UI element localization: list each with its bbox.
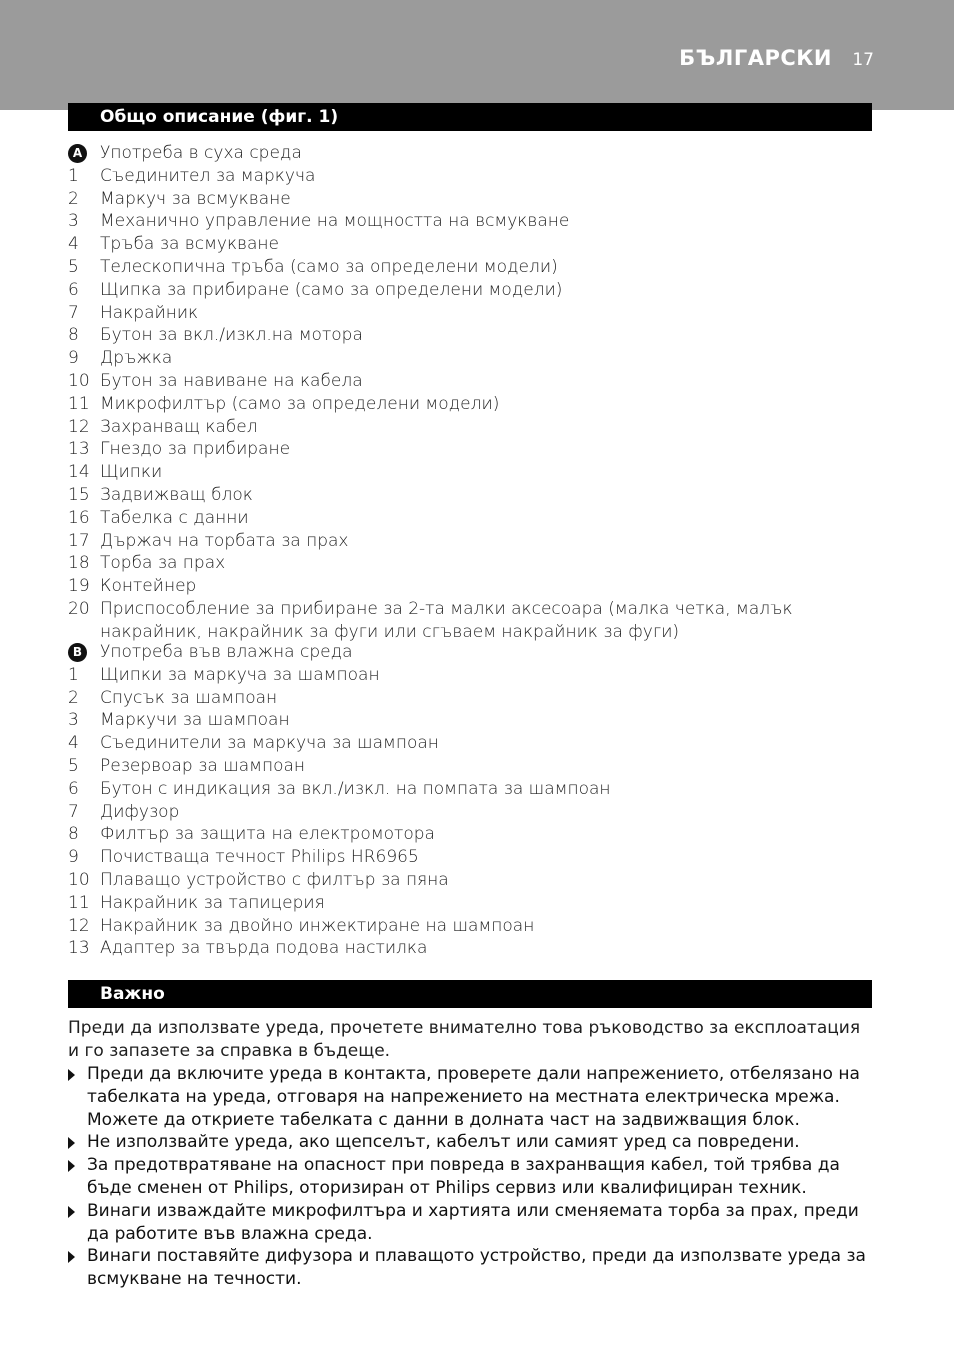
- bullet-item: [68, 1063, 868, 1131]
- item-text: Накрайник за двойно инжектиране на шампоан: [100, 915, 535, 936]
- list-item: [68, 915, 868, 938]
- list-item: [68, 233, 868, 256]
- section-heading-important: Важно: [68, 980, 872, 1008]
- item-number: 8: [68, 824, 79, 845]
- bullet-triangle-icon: [68, 1137, 75, 1149]
- bullet-text: Преди да включите уреда в контакта, проверете дали напрежението, отбелязано на табелката на уреда, отговаря на напрежението на местната електрическа мрежа. Можете да откриете табелката с данни в долната част на задвижващия блок.: [87, 1064, 860, 1130]
- item-text: Резервоар за шампоан: [100, 755, 306, 776]
- group-header-dry: [68, 142, 868, 165]
- header-band: [0, 0, 954, 110]
- item-text: Задвижващ блок: [100, 484, 253, 505]
- item-text: Щипки за маркуча за шампоан: [100, 664, 380, 685]
- bullet-text: За предотвратяване на опасност при повреда в захранващия кабел, той трябва да бъде сменен от Philips, оторизиран от Philips сервиз или квалифициран техник.: [87, 1155, 840, 1198]
- item-text: Телескопична тръба (само за определени модели): [100, 256, 558, 277]
- item-text: Бутон за вкл./изкл.на мотора: [100, 325, 363, 346]
- item-number: 2: [68, 687, 79, 708]
- list-item: [68, 892, 868, 915]
- parts-list-wet: [68, 641, 868, 960]
- list-item: [68, 347, 868, 370]
- list-item: [68, 687, 868, 710]
- list-item: [68, 732, 868, 755]
- list-item: [68, 846, 868, 869]
- item-number: 20: [68, 598, 90, 619]
- item-text: Дифузор: [100, 801, 180, 822]
- list-item: [68, 823, 868, 846]
- item-number: 8: [68, 325, 79, 346]
- item-number: 16: [68, 507, 90, 528]
- list-item: [68, 801, 868, 824]
- bullet-item: [68, 1154, 868, 1200]
- list-item: [68, 279, 868, 302]
- item-number: 7: [68, 302, 79, 323]
- language-label: БЪЛГАРСКИ: [679, 46, 832, 70]
- item-number: 5: [68, 256, 79, 277]
- parts-list-dry: [68, 142, 868, 644]
- item-number: 12: [68, 416, 90, 437]
- item-text: Торба за прах: [100, 553, 226, 574]
- list-item: [68, 393, 868, 416]
- item-number: 14: [68, 462, 90, 483]
- item-number: 6: [68, 778, 79, 799]
- list-item: [68, 461, 868, 484]
- item-text: Накрайник за тапицерия: [100, 892, 325, 913]
- item-text: Щипка за прибиране (само за определени модели): [100, 279, 563, 300]
- item-number: 11: [68, 393, 90, 414]
- list-item: [68, 664, 868, 687]
- item-number: 1: [68, 664, 79, 685]
- item-text: Гнездо за прибиране: [100, 439, 291, 460]
- group-label-dry: Употреба в суха среда: [100, 143, 302, 163]
- list-item: [68, 709, 868, 732]
- item-number: 12: [68, 915, 90, 936]
- item-number: 6: [68, 279, 79, 300]
- important-intro: Преди да използвате уреда, прочетете внимателно това ръководство за експлоатация и го запазете за справка в бъдеще.: [68, 1018, 861, 1061]
- list-item: [68, 507, 868, 530]
- item-number: 19: [68, 576, 90, 597]
- bullet-item: [68, 1131, 868, 1154]
- list-item: [68, 210, 868, 233]
- item-text: Бутон с индикация за вкл./изкл. на помпата за шампоан: [100, 778, 611, 799]
- item-number: 3: [68, 211, 79, 232]
- list-item: [68, 778, 868, 801]
- item-number: 15: [68, 484, 90, 505]
- item-number: 7: [68, 801, 79, 822]
- bullet-triangle-icon: [68, 1160, 75, 1172]
- item-text: Щипки: [100, 462, 163, 483]
- bullet-triangle-icon: [68, 1206, 75, 1218]
- item-number: 9: [68, 847, 79, 868]
- item-number: 4: [68, 234, 79, 255]
- item-text: Съединител за маркуча: [100, 165, 316, 186]
- item-text: Спусък за шампоан: [100, 687, 278, 708]
- important-bullets: [68, 1063, 868, 1291]
- group-label-wet: Употреба във влажна среда: [100, 642, 353, 662]
- item-number: 9: [68, 348, 79, 369]
- item-text: Тръба за всмукване: [100, 234, 279, 255]
- group-header-wet: [68, 641, 868, 664]
- list-item: [68, 438, 868, 461]
- letter-b-badge: B: [68, 643, 87, 662]
- list-item: [68, 575, 868, 598]
- item-number: 4: [68, 733, 79, 754]
- list-item: [68, 370, 868, 393]
- list-item: [68, 530, 868, 553]
- item-text: Микрофилтър (само за определени модели): [100, 393, 500, 414]
- item-text: Бутон за навиване на кабела: [100, 370, 363, 391]
- list-item: [68, 755, 868, 778]
- list-item: [68, 302, 868, 325]
- bullet-triangle-icon: [68, 1251, 75, 1263]
- list-item: [68, 324, 868, 347]
- bullet-text: Винаги поставяйте дифузора и плаващото устройство, преди да използвате уреда за всмукване на течности.: [87, 1246, 866, 1290]
- item-number: 5: [68, 755, 79, 776]
- bullet-text: Винаги изваждайте микрофилтъра и хартията или сменяемата торба за прах, преди да работите във влажна среда.: [87, 1200, 859, 1244]
- list-item: [68, 484, 868, 507]
- item-text: Дръжка: [100, 348, 173, 369]
- item-number: 3: [68, 710, 79, 731]
- page-number: 17: [852, 50, 874, 70]
- bullet-text: Не използвайте уреда, ако щепселът, кабелът или самият уред са повредени.: [87, 1132, 800, 1153]
- item-number: 10: [68, 370, 90, 391]
- item-text: Механично управление на мощността на всмукване: [100, 211, 570, 232]
- bullet-item: [68, 1200, 868, 1246]
- item-text: Филтър за защита на електромотора: [100, 824, 435, 845]
- bullet-item: [68, 1245, 868, 1291]
- item-text: Маркучи за шампоан: [100, 710, 290, 731]
- list-item: [68, 256, 868, 279]
- list-item: [68, 937, 868, 960]
- bullet-triangle-icon: [68, 1069, 75, 1081]
- item-number: 13: [68, 938, 90, 959]
- item-text: Контейнер: [100, 576, 197, 597]
- item-text: Съединители за маркуча за шампоан: [100, 733, 439, 754]
- letter-a-badge: A: [68, 144, 87, 163]
- list-item: [68, 165, 868, 188]
- item-number: 1: [68, 165, 79, 186]
- item-text: Адаптер за твърда подова настилка: [100, 938, 428, 959]
- item-text: Държач на торбата за прах: [100, 530, 349, 551]
- list-item: [68, 416, 868, 439]
- item-text: Накрайник: [100, 302, 199, 323]
- item-text: Приспособление за прибиране за 2-та малки аксесоара (малка четка, малък накрайник, накрайник за фуги или сгъваем накрайник за фуги): [100, 598, 793, 642]
- list-item: [68, 869, 868, 892]
- item-number: 10: [68, 869, 90, 890]
- section-heading-general: Общо описание (фиг. 1): [68, 103, 872, 131]
- item-text: Табелка с данни: [100, 507, 249, 528]
- list-item: [68, 598, 868, 644]
- item-number: 11: [68, 892, 90, 913]
- item-number: 2: [68, 188, 79, 209]
- list-item: [68, 188, 868, 211]
- item-text: Захранващ кабел: [100, 416, 258, 437]
- item-number: 13: [68, 439, 90, 460]
- item-text: Почистваща течност Philips HR6965: [100, 847, 419, 868]
- item-number: 17: [68, 530, 90, 551]
- item-number: 18: [68, 553, 90, 574]
- item-text: Плаващо устройство с филтър за пяна: [100, 869, 449, 890]
- list-item: [68, 552, 868, 575]
- item-text: Маркуч за всмукване: [100, 188, 291, 209]
